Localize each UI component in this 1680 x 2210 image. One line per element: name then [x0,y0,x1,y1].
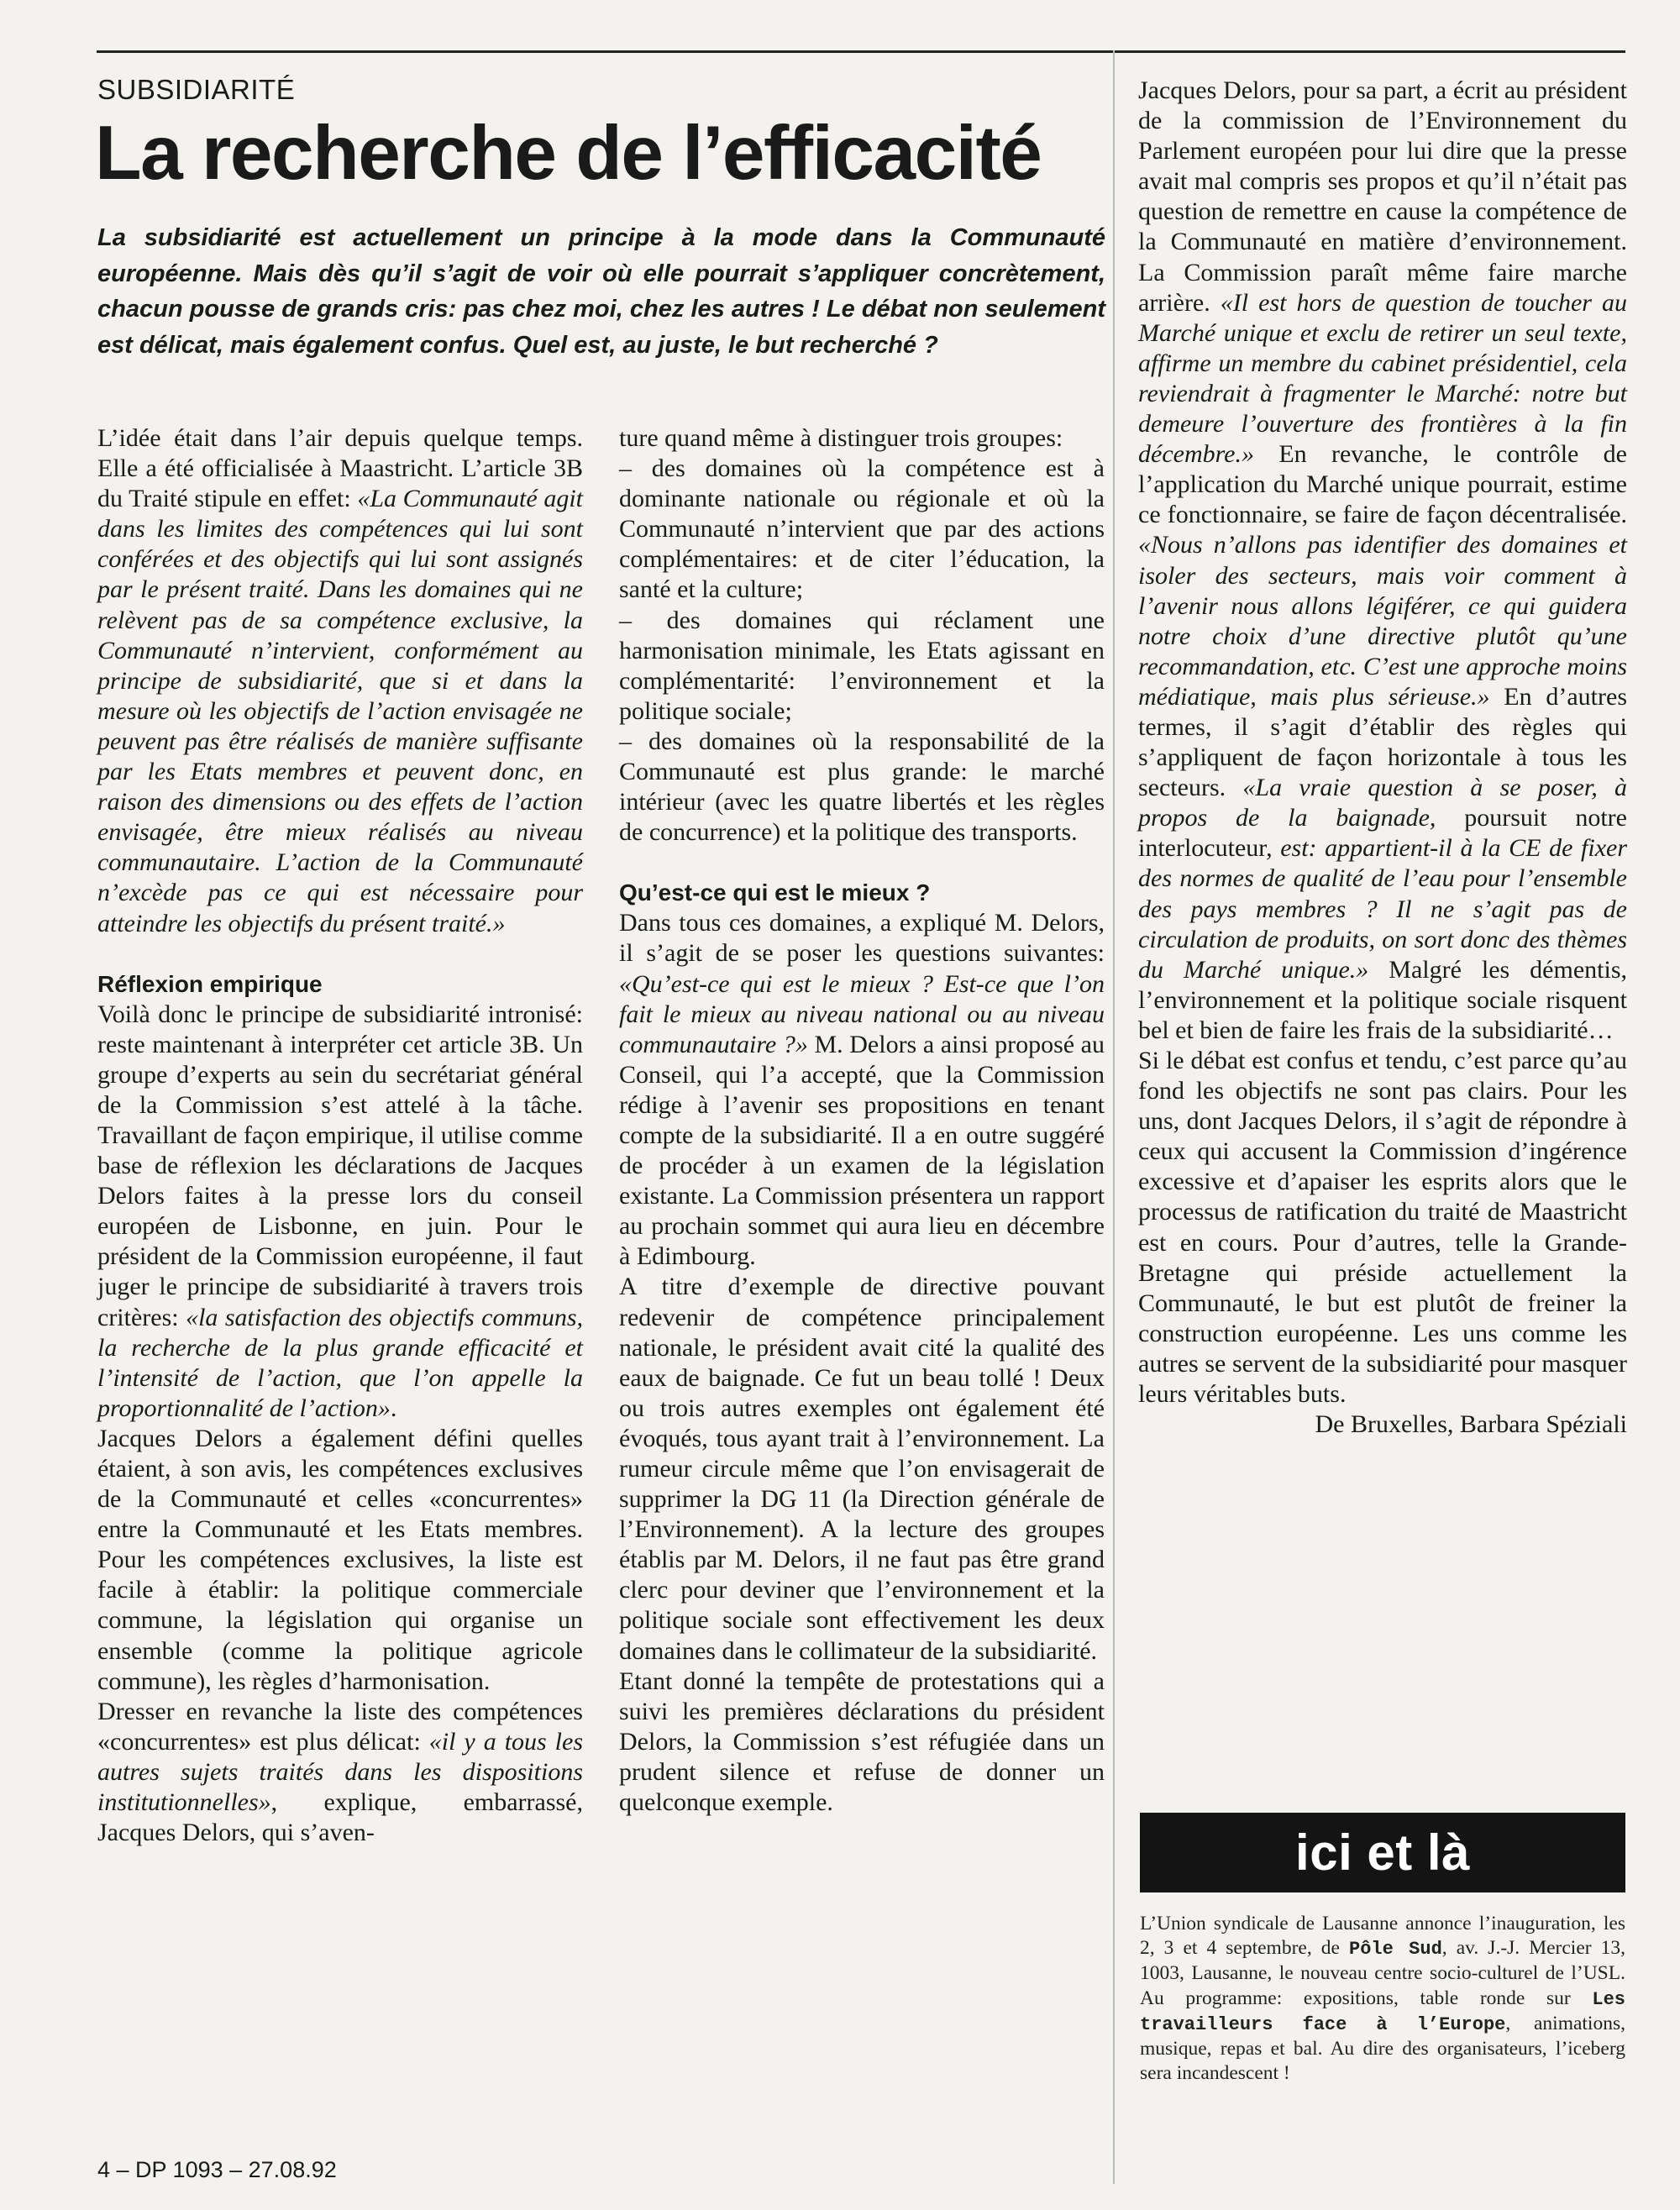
paragraph: L’idée était dans l’air depuis quelque temps. Elle a été officialisée à Maastricht. L’article 3B du Traité stipule en effet: «La Communauté agit dans les limites des compétences qui lui sont conférées et des objectifs qui lui sont assignés par le présent traité. Dans les domaines qui ne relèvent pas de sa compétence exclusive, la Communauté n’intervient, conformément au principe de subsidiarité, que si et dans la mesure où les objectifs de l’action envisagée ne peuvent pas être réalisés de manière suffisante par les Etats membres et peuvent donc, en raison des dimensions ou des effets de l’action envisagée, être mieux réalisés au niveau communautaire. L’action de la Communauté n’excède pas ce qui est nécessaire pour atteindre les objectifs du présent traité.» [97,424,583,937]
list-item: – des domaines où la responsabilité de la Communauté est plus grande: le marché intérieur (avec les quatre libertés et les règles de concurrence) et la politique des transports. [619,727,1105,847]
page-folio: 4 – DP 1093 – 27.08.92 [97,2157,337,2182]
headline: La recherche de l’efficacité [95,111,1042,196]
paragraph: Si le débat est confus et tendu, c’est parce qu’au fond les objectifs ne sont pas clairs. Pour les uns, dont Jacques Delors, il s’agit de répondre à ceux qui accusent la Commission d’ingérence excessive et d’apaiser les esprits alors que le processus de ratification du traité de Maastricht est en cours. Pour d’autres, telle la Grande-Bretagne qui préside actuellement la Communauté, le but est plutôt de freiner la construction européenne. Les uns comme les autres se servent de la subsidiarité pour masquer leurs véritables buts. [1138,1047,1627,1409]
lead-paragraph: La subsidiarité est actuellement un principe à la mode dans la Communauté européenne. Mais dès qu’il s’agit de voir où elle pourrait s’appliquer concrètement, chacun pousse de grands cris: pas chez moi, chez les autres ! Le débat non seulement est délicat, mais également confus. Quel est, au juste, le but recherché ? [97,224,1105,359]
paragraph: Dresser en revanche la liste des compétences «concurrentes» est plus délicat: «il y a tous les autres sujets traités dans les dispositions institutionnelles», explique, embarrassé, Jacques Delors, qui s’aven- [97,1697,583,1847]
paragraph: Etant donné la tempête de protestations qui a suivi les premières déclarations du président Delors, la Commission s’est réfugiée dans un prudent silence et refuse de donner un quelconque exemple. [619,1667,1105,1817]
top-rule [97,50,1625,53]
subhead: Réflexion empirique [97,970,323,997]
subhead: Qu’est-ce qui est le mieux ? [619,879,931,906]
paragraph: Dans tous ces domaines, a expliqué M. Delors, il s’agit de se poser les questions suivantes: «Qu’est-ce qui est le mieux ? Est-ce que l’on fait le mieux au niveau national ou au niveau communautaire ?» M. Delors a ainsi proposé au Conseil, qui l’a accepté, que la Commission rédige à l’avenir ses propositions en tenant compte de la subsidiarité. Il a en outre suggéré de procéder à un examen de la législation existante. La Commission présentera un rapport au prochain sommet qui aura lieu en décembre à Edimbourg. [619,909,1105,1271]
column-divider [1113,50,1115,2184]
ici-et-la-title: ici et là [1140,1813,1625,1892]
byline: De Bruxelles, Barbara Spéziali [1315,1410,1627,1439]
column-3 [1138,76,1627,1440]
list-item: – des domaines où la compétence est à dominante nationale ou régionale et où la Communauté n’intervient que par des actions complémentaires: et de citer l’éducation, la santé et la culture; [619,454,1105,604]
paragraph: Voilà donc le principe de subsidiarité intronisé: reste maintenant à interpréter cet article 3B. Un groupe d’experts au sein du secrétariat général de la Commission s’est attelé à la tâche. Travaillant de façon empirique, il utilise comme base de réflexion les déclarations de Jacques Delors faites à la presse lors du conseil européen de Lisbonne, en juin. Pour le président de la Commission européenne, il faut juger le principe de subsidiarité à travers trois critères: «la satisfaction des objectifs communs, la recherche de la plus grande efficacité et l’intensité de l’action, que l’on appelle la proportionnalité de l’action». [97,1000,583,1422]
kicker: SUBSIDIARITÉ [97,74,296,105]
paragraph: ture quand même à distinguer trois groupes: [619,424,1063,452]
column-1 [97,423,583,1848]
ici-et-la-text: L’Union syndicale de Lausanne annonce l’inauguration, les 2, 3 et 4 septembre, de Pôle Sud, av. J.-J. Mercier 13, 1003, Lausanne, le nouveau centre socio-culturel de l’USL. Au programme: expositions, table ronde sur Les travailleurs face à l’Europe, animations, musique, repas et bal. Au dire des organisateurs, l’iceberg sera incandescent ! [1140,1913,1625,2085]
paragraph: A titre d’exemple de directive pouvant redevenir de compétence principalement nationale, le président avait cité la qualité des eaux de baignade. Ce fut un beau tollé ! Deux ou trois autres exemples ont également été évoqués, tous ayant trait à l’environnement. La rumeur circule même que l’on envisagerait de supprimer la DG 11 (la Direction générale de l’Environnement). A la lecture des groupes établis par M. Delors, il ne faut pas être grand clerc pour deviner que l’environnement et la politique sociale sont effectivement les deux domaines dans le collimateur de la subsidiarité. [619,1273,1105,1665]
column-2 [619,423,1105,1818]
paragraph: Jacques Delors, pour sa part, a écrit au président de la commission de l’Environnement du Parlement européen pour lui dire que la presse avait mal compris ses propos et qu’il n’était pas question de remettre en cause la compétence de la Communauté en matière d’environnement. La Commission paraît même faire marche arrière. «Il est hors de question de toucher au Marché unique et exclu de retirer un seul texte, affirme un membre du cabinet présidentiel, cela reviendrait à fragmenter le Marché: notre but demeure l’ouverture des frontières à la fin décembre.» En revanche, le contrôle de l’application du Marché unique pourrait, estime ce fonctionnaire, se faire de façon décentralisée. «Nous n’allons pas identifier des domaines et isoler des secteurs, mais voir comment à l’avenir nous allons légiférer, ce qui guidera notre choix d’une directive plutôt qu’une recommandation, etc. C’est une approche moins médiatique, mais plus sérieuse.» En d’autres termes, il s’agit d’établir des règles qui s’appliquent de façon horizontale à tous les secteurs. «La vraie question à se poser, à propos de la baignade, poursuit notre interlocuteur, est: appartient-il à la CE de fixer des normes de qualité de l’eau pour l’ensemble des pays membres ? Il ne s’agit pas de circulation de produits, on sort donc des thèmes du Marché unique.» Malgré les démentis, l’environnement et la politique sociale risquent bel et bien de faire les frais de la subsidiarité… [1138,76,1627,1044]
paragraph: Jacques Delors a également défini quelles étaient, à son avis, les compétences exclusives de la Communauté et celles «concurrentes» entre la Communauté et les Etats membres. Pour les compétences exclusives, la liste est facile à établir: la politique commerciale commune, la législation qui organise un ensemble (comme la politique agricole commune), les règles d’harmonisation. [97,1424,583,1695]
list-item: – des domaines qui réclament une harmonisation minimale, les Etats agissant en complémentarité: l’environnement et la politique sociale; [619,606,1105,725]
